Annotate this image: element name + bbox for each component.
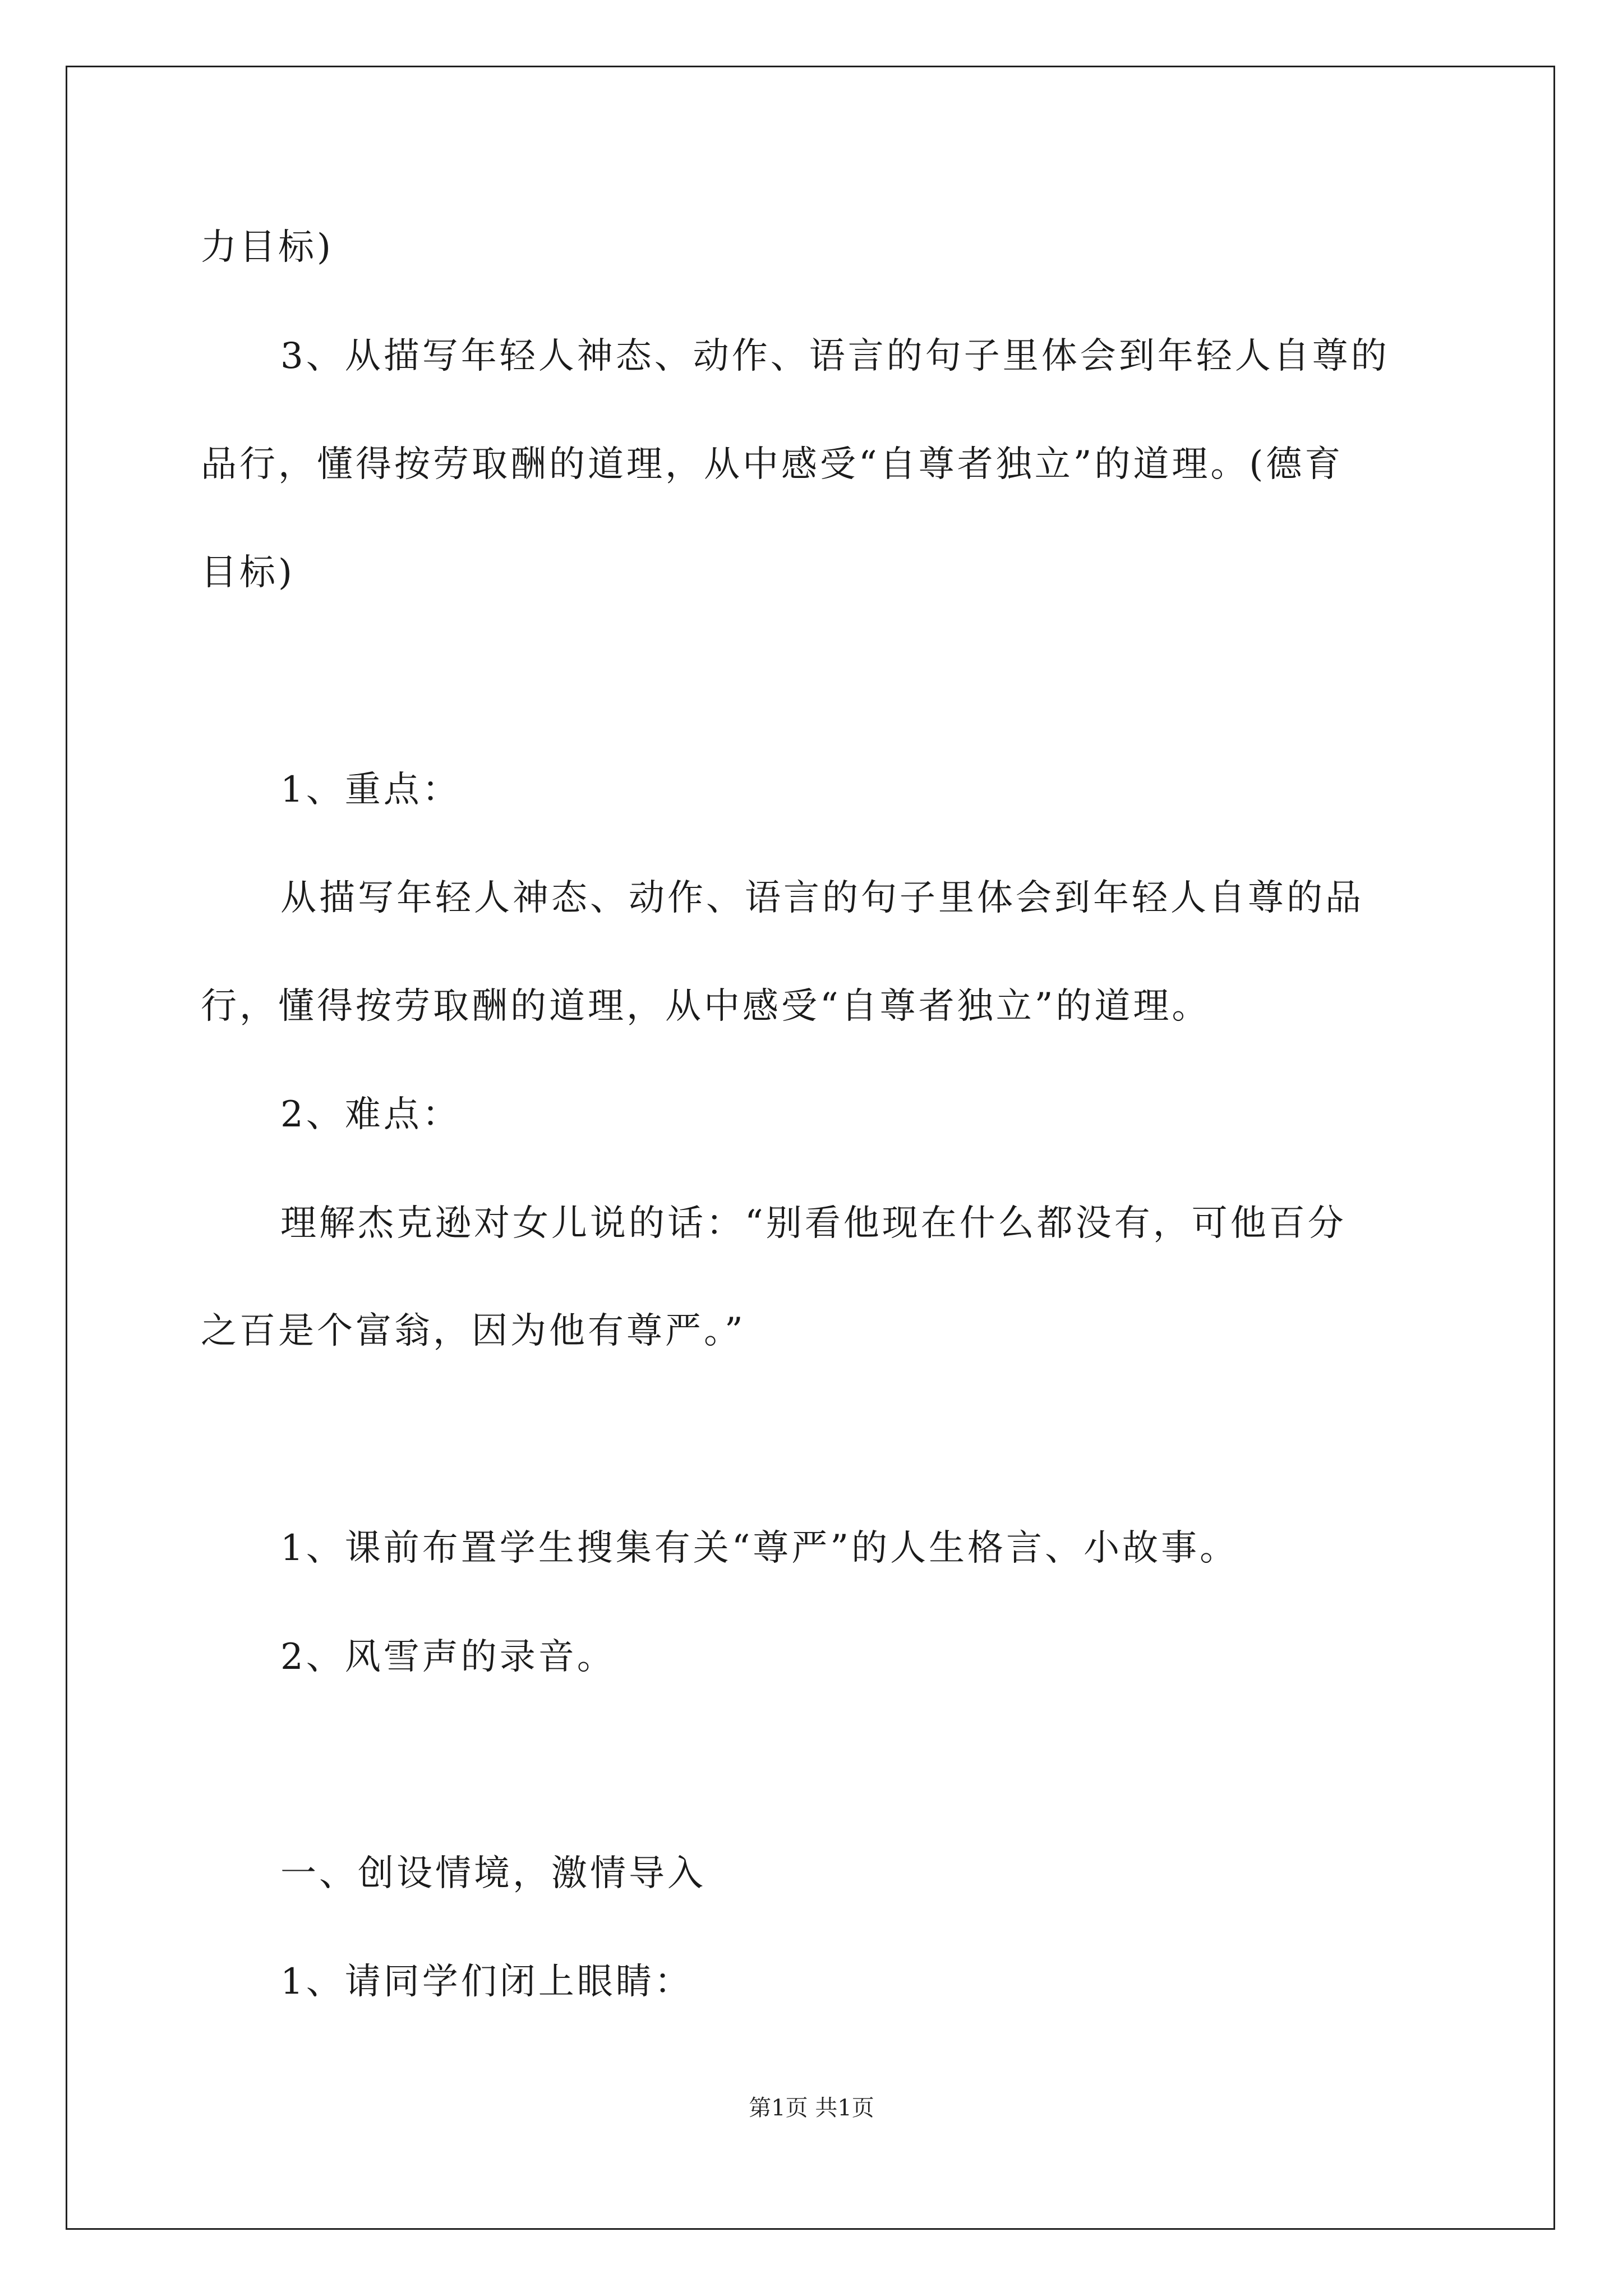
text-line: 品行，懂得按劳取酬的道理，从中感受“自尊者独立”的道理。(德育 bbox=[201, 444, 1344, 485]
text-line: 力目标) bbox=[201, 227, 334, 268]
text-line: 理解杰克逊对女儿说的话：“别看他现在什么都没有，可他百分 bbox=[280, 1203, 1347, 1244]
text-line: 行，懂得按劳取酬的道理，从中感受“自尊者独立”的道理。 bbox=[201, 986, 1211, 1027]
text-line: 一、创设情境，激情导入 bbox=[280, 1853, 706, 1894]
text-line: 之百是个富翁，因为他有尊严。” bbox=[201, 1310, 746, 1352]
text-line: 1、课前布置学生搜集有关“尊严”的人生格言、小故事。 bbox=[280, 1527, 1239, 1569]
text-line: 3、从描写年轻人神态、动作、语言的句子里体会到年轻人自尊的 bbox=[280, 335, 1390, 377]
text-line: 2、难点： bbox=[280, 1094, 461, 1135]
page-border bbox=[66, 66, 1555, 2230]
text-line: 1、请同学们闭上眼睛： bbox=[280, 1961, 693, 2003]
page-number-footer: 第1页 共1页 bbox=[749, 2095, 874, 2121]
text-line: 从描写年轻人神态、动作、语言的句子里体会到年轻人自尊的品 bbox=[280, 877, 1364, 919]
text-line: 1、重点： bbox=[280, 769, 461, 811]
text-line: 目标) bbox=[201, 552, 295, 593]
text-line: 2、风雪声的录音。 bbox=[280, 1636, 616, 1678]
